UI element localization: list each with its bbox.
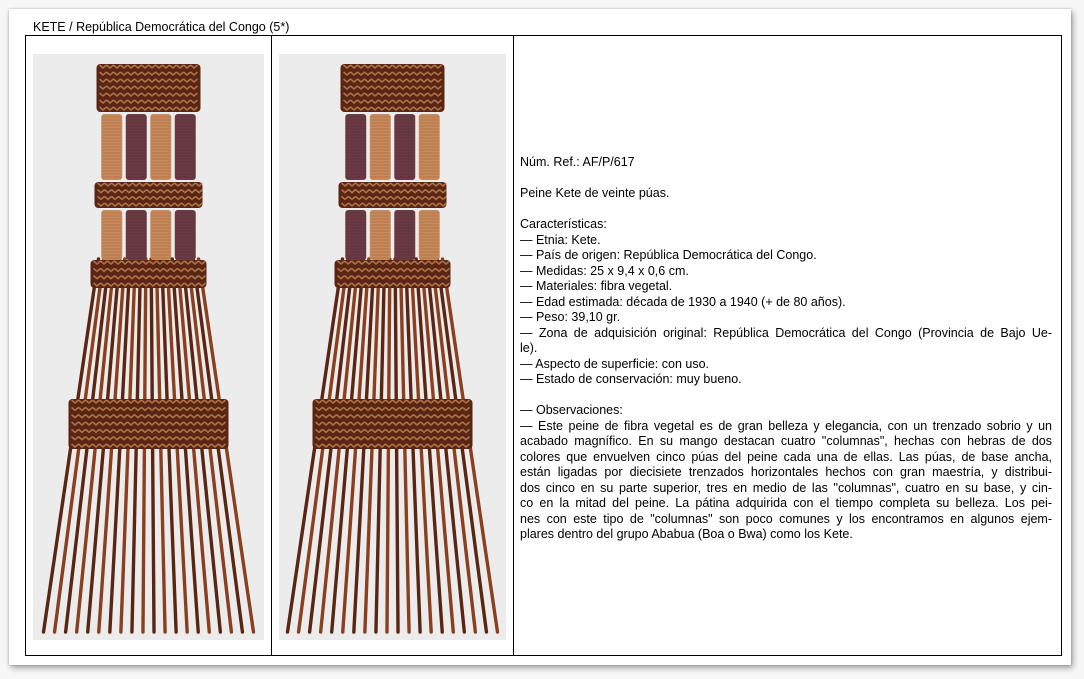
feature-line: — Estado de conservación: muy bueno.	[520, 372, 742, 386]
woven-band	[91, 260, 207, 288]
feature-line: — Edad estimada: década de 1930 a 1940 (+ de 80 años).	[520, 294, 846, 309]
feature-line: — Peso: 39,10 gr.	[520, 310, 621, 324]
woven-band	[335, 260, 451, 288]
feature-line: — Medidas: 25 x 9,4 x 0,6 cm.	[520, 263, 689, 278]
band-base	[313, 399, 473, 449]
column-divider	[513, 36, 514, 655]
observation-line: plares dentro del grupo Ababua (Boa o Bwa) como los Kete.	[520, 527, 853, 541]
observation-line: co en la mitad del peine. La pátina adquirida con el tiempo completa su belleza. Los pei-	[520, 496, 1052, 510]
fiber-column	[175, 210, 196, 260]
comb-photo-front	[33, 54, 264, 640]
reference-number: Núm. Ref.: AF/P/617	[520, 155, 635, 169]
woven-band	[97, 64, 201, 112]
fiber-column	[394, 210, 415, 260]
kete-comb-front-photo	[33, 54, 264, 640]
woven-band	[339, 182, 447, 208]
observation-line: están ligadas por diecisiete trenzados horizontales hechos con gran maestría, y distribui-	[520, 465, 1052, 479]
woven-band	[69, 399, 229, 449]
feature-line: — Materiales: fibra vegetal.	[520, 279, 673, 293]
observations-heading: — Observaciones:	[520, 403, 623, 417]
observation-line: nes con este tipo de "columnas" son poco comunes y los encontramos en algunos ejem-	[520, 511, 1052, 526]
column-divider	[271, 36, 272, 655]
fiber-column	[150, 210, 171, 260]
observation-line: colores que envuelven cinco púas del peine cada una de ellas. Las púas, de base ancha,	[520, 449, 1052, 464]
features-heading: Características:	[520, 217, 607, 231]
item-title: Peine Kete de veinte púas.	[520, 186, 670, 200]
woven-band	[341, 64, 445, 112]
fiber-column	[101, 210, 122, 260]
feature-line: — País de origen: República Democrática del Congo.	[520, 248, 817, 262]
fiber-columns	[345, 210, 440, 260]
feature-line: — Zona de adquisición original: República Democrática del Congo (Provincia de Bajo Ue-	[520, 325, 1052, 340]
feature-line: — Etnia: Kete.	[520, 232, 601, 247]
feature-line: le).	[520, 341, 538, 355]
comb-photo-back	[279, 54, 506, 640]
woven-band	[95, 182, 203, 208]
observation-line: dos cinco en su parte superior, tres en medio de las "columnas", cuatro en su base, y cin-	[520, 480, 1052, 495]
fiber-columns	[101, 210, 196, 260]
description-panel	[520, 155, 1052, 543]
feature-line: — Aspecto de superficie: con uso.	[520, 356, 709, 371]
observation-line: acabado magnífico. En su mango destacan cuatro "columnas", hechas con hebras de dos	[520, 434, 1052, 448]
observation-line: — Este peine de fibra vegetal es de gran belleza y elegancia, con un trenzado sobrio y un	[520, 418, 1052, 433]
fiber-column	[126, 210, 147, 260]
fiber-column	[419, 210, 440, 260]
fiber-columns	[345, 114, 440, 180]
band-base	[69, 399, 229, 449]
woven-band	[313, 399, 473, 449]
fiber-column	[345, 210, 366, 260]
fiber-columns	[101, 114, 196, 180]
page-title: KETE / República Democrática del Congo (5*)	[33, 20, 290, 34]
kete-comb-back-photo	[279, 54, 506, 640]
fiber-column	[370, 210, 391, 260]
